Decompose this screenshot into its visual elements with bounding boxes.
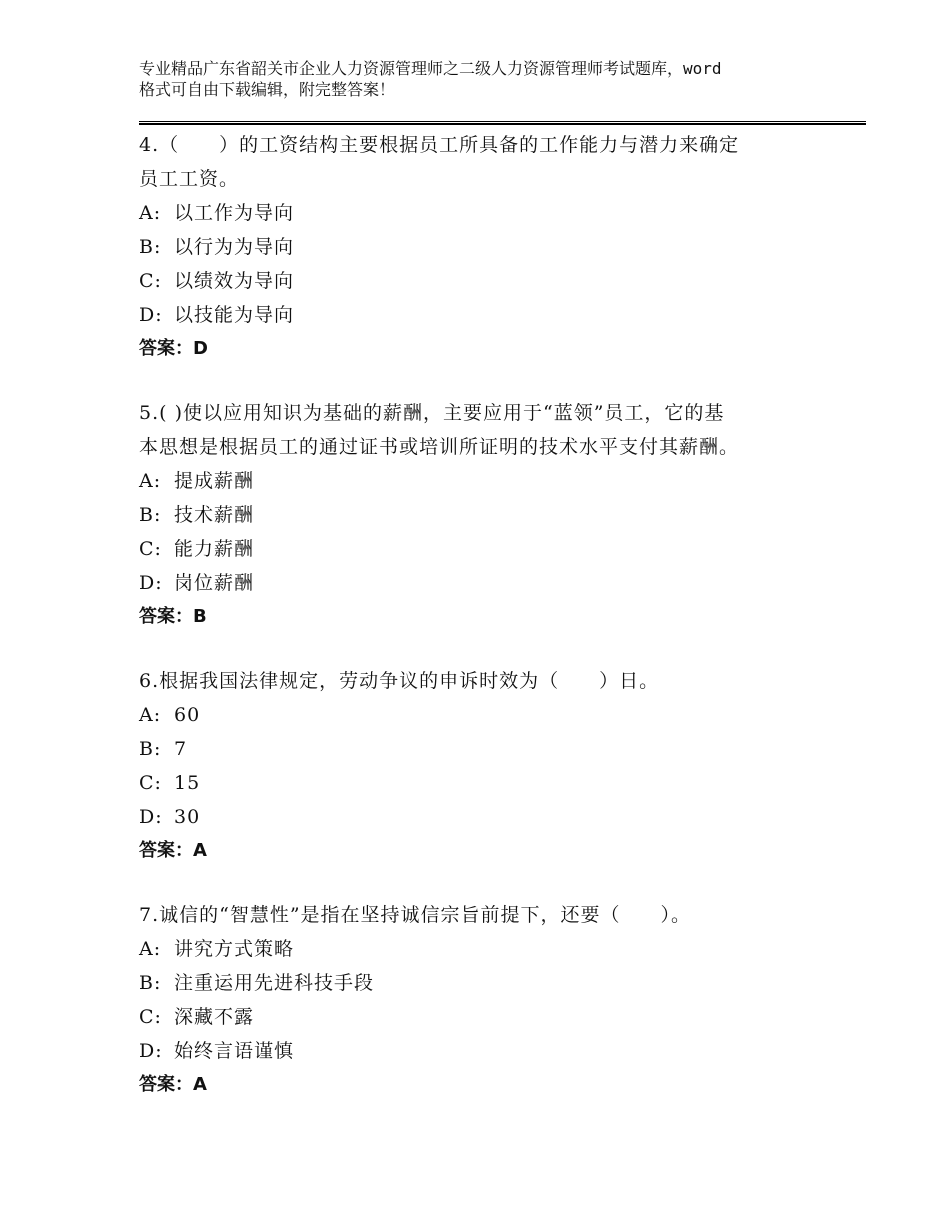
option-key: D:	[139, 806, 163, 828]
question-list	[139, 128, 819, 1132]
option-a	[139, 196, 819, 230]
option-key: C:	[139, 772, 162, 794]
question-5	[139, 396, 819, 634]
option-text: 以工作为导向	[174, 202, 295, 224]
option-text: 始终言语谨慎	[174, 1040, 295, 1062]
option-text: 能力薪酬	[174, 538, 255, 560]
option-key: B:	[139, 738, 162, 760]
option-a	[139, 464, 819, 498]
answer-line: 答案：A	[139, 1074, 207, 1095]
question-7	[139, 898, 819, 1102]
option-c	[139, 1000, 819, 1034]
option-text: 15	[174, 772, 201, 794]
option-key: B:	[139, 504, 162, 526]
option-c	[139, 532, 819, 566]
option-text: 以绩效为导向	[174, 270, 295, 292]
option-key: B:	[139, 236, 162, 258]
option-text: 30	[174, 806, 201, 828]
option-key: D:	[139, 572, 163, 594]
question-stem: 5.( )使以应用知识为基础的薪酬，主要应用于“蓝领”员工，它的基	[139, 402, 725, 424]
question-stem-continued: 本思想是根据员工的通过证书或培训所证明的技术水平支付其薪酬。	[139, 436, 740, 458]
header-line-1: 专业精品广东省韶关市企业人力资源管理师之二级人力资源管理师考试题库，word	[139, 59, 722, 78]
option-b	[139, 966, 819, 1000]
header-divider	[139, 121, 866, 125]
option-a	[139, 932, 819, 966]
option-key: C:	[139, 270, 162, 292]
option-key: A:	[139, 704, 162, 726]
question-6	[139, 664, 819, 868]
option-text: 以行为为导向	[174, 236, 295, 258]
question-stem-continued: 员工工资。	[139, 168, 240, 190]
option-d	[139, 566, 819, 600]
header-line-2: 格式可自由下载编辑，附完整答案！	[139, 80, 396, 99]
answer-line: 答案：A	[139, 840, 207, 861]
option-key: C:	[139, 538, 162, 560]
option-text: 讲究方式策略	[174, 938, 295, 960]
option-d	[139, 800, 819, 834]
document-header	[139, 58, 839, 100]
option-text: 以技能为导向	[174, 304, 295, 326]
question-stem: 6.根据我国法律规定，劳动争议的申诉时效为（ ）日。	[139, 670, 660, 692]
option-c	[139, 766, 819, 800]
option-text: 注重运用先进科技手段	[174, 972, 375, 994]
question-stem: 7.诚信的“智慧性”是指在坚持诚信宗旨前提下，还要（ ）。	[139, 904, 692, 926]
answer-line: 答案：B	[139, 606, 207, 627]
option-key: B:	[139, 972, 162, 994]
option-key: A:	[139, 202, 162, 224]
option-b	[139, 732, 819, 766]
option-text: 60	[174, 704, 201, 726]
option-text: 深藏不露	[174, 1006, 255, 1028]
option-b	[139, 230, 819, 264]
option-d	[139, 298, 819, 332]
question-4	[139, 128, 819, 366]
option-text: 提成薪酬	[174, 470, 255, 492]
option-a	[139, 698, 819, 732]
option-b	[139, 498, 819, 532]
option-key: C:	[139, 1006, 162, 1028]
option-key: A:	[139, 470, 162, 492]
option-c	[139, 264, 819, 298]
option-text: 7	[174, 738, 188, 760]
option-key: D:	[139, 304, 163, 326]
option-key: A:	[139, 938, 162, 960]
answer-line: 答案：D	[139, 338, 208, 359]
option-key: D:	[139, 1040, 163, 1062]
question-stem: 4.（ ）的工资结构主要根据员工所具备的工作能力与潜力来确定	[139, 134, 740, 156]
option-d	[139, 1034, 819, 1068]
option-text: 岗位薪酬	[174, 572, 255, 594]
option-text: 技术薪酬	[174, 504, 255, 526]
